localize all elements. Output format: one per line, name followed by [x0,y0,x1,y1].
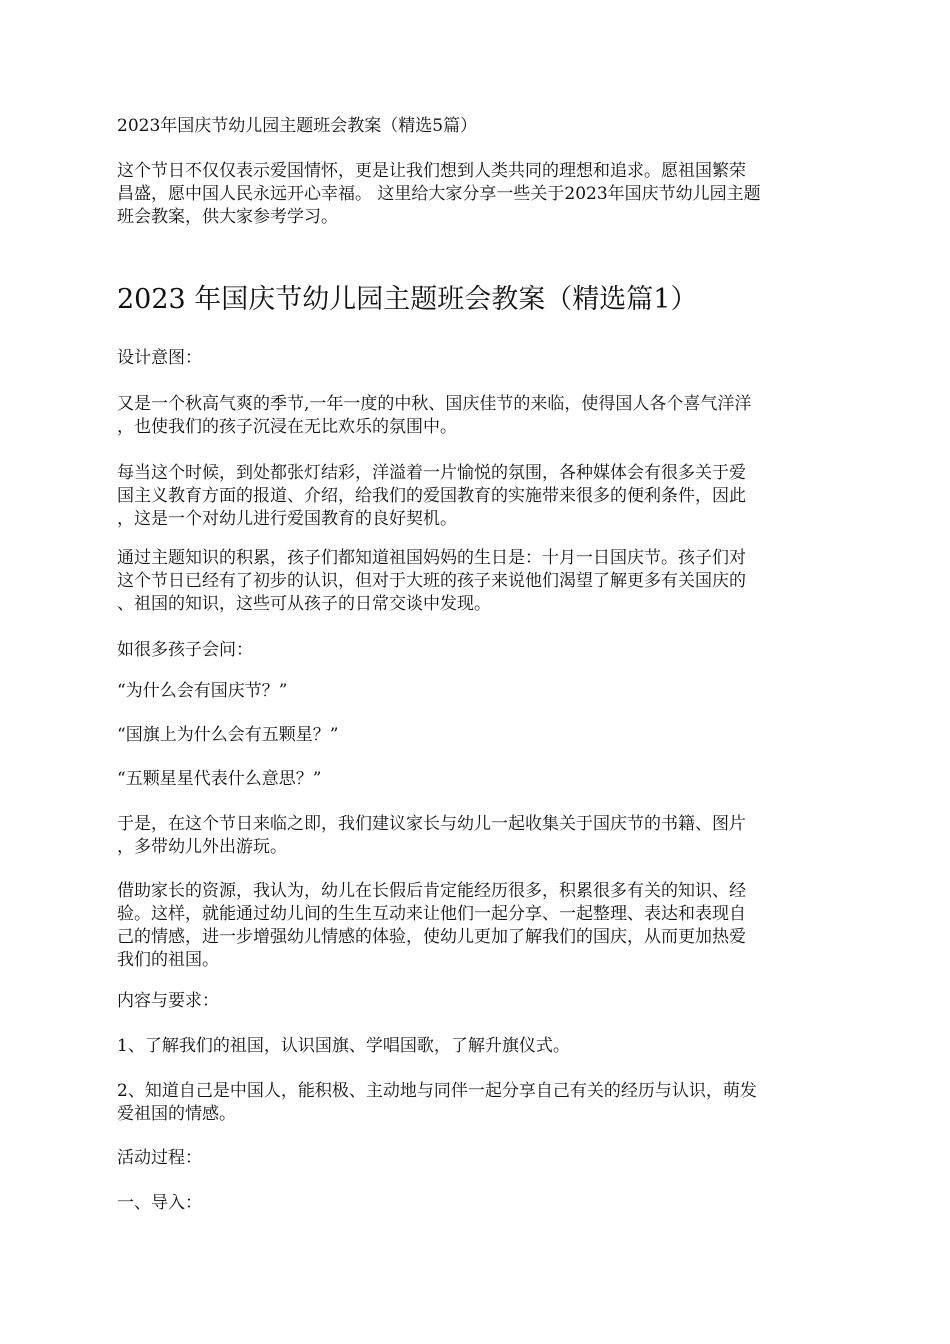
text-line: 爱祖国的情感。 [117,1104,236,1124]
text-line: ，这是一个对幼儿进行爱国教育的良好契机。 [117,509,457,529]
text-line: 借助家长的资源，我认为，幼儿在长假后肯定能经历很多，积累很多有关的知识、经 [117,881,746,901]
paragraph-5 [117,813,839,859]
requirement-1: 1、了解我们的祖国，认识国旗、学唱国歌，了解升旗仪式。 [117,1036,570,1056]
content-requirements-label: 内容与要求： [117,991,219,1011]
requirement-2 [117,1080,839,1126]
paragraph-2 [117,462,839,531]
paragraph-3 [117,547,839,616]
text-line: ，也使我们的孩子沉浸在无比欢乐的氛围中。 [117,417,457,437]
text-line: 己的情感，进一步增强幼儿情感的体验，使幼儿更加了解我们的国庆，从而更加热爱 [117,927,746,947]
paragraph-4: 如很多孩子会问： [117,640,253,660]
question-3: “五颗星星代表什么意思？” [117,769,322,789]
design-intent-label: 设计意图： [117,348,202,368]
text-line: 又是一个秋高气爽的季节,一年一度的中秋、国庆佳节的来临，使得国人各个喜气洋洋 [117,394,752,414]
section-title: 2023 年国庆节幼儿园主题班会教案（精选篇1） [117,284,698,315]
text-line: 验。这样，就能通过幼儿间的生生互动来让他们一起分享、一起整理、表达和表现自 [117,904,746,924]
text-line: 通过主题知识的积累，孩子们都知道祖国妈妈的生日是：十月一日国庆节。孩子们对 [117,548,746,568]
text-line: 班会教案，供大家参考学习。 [117,207,338,227]
text-line: 这个节日已经有了初步的认识，但对于大班的孩子来说他们渴望了解更多有关国庆的 [117,571,746,591]
text-line: 昌盛，愿中国人民永远开心幸福。 这里给大家分享一些关于2023年国庆节幼儿园主题 [117,184,761,204]
question-1: “为什么会有国庆节？” [117,681,288,701]
document-title: 2023年国庆节幼儿园主题班会教案（精选5篇） [117,116,478,136]
intro-paragraph [117,160,839,229]
text-line: ，多带幼儿外出游玩。 [117,837,287,857]
text-line: 每当这个时候，到处都张灯结彩，洋溢着一片愉悦的氛围，各种媒体会有很多关于爱 [117,463,746,483]
question-2: “国旗上为什么会有五颗星？” [117,725,339,745]
text-line: 国主义教育方面的报道、介绍，给我们的爱国教育的实施带来很多的便利条件，因此 [117,486,746,506]
text-line: 于是，在这个节日来临之即，我们建议家长与幼儿一起收集关于国庆节的书籍、图片 [117,814,746,834]
text-line: 这个节日不仅仅表示爱国情怀，更是让我们想到人类共同的理想和追求。愿祖国繁荣 [117,161,746,181]
paragraph-1 [117,393,839,439]
step-1-heading: 一、导入： [117,1193,202,1213]
text-line: 2、知道自己是中国人，能积极、主动地与同伴一起分享自己有关的经历与认识，萌发 [117,1081,757,1101]
activity-process-label: 活动过程： [117,1148,202,1168]
text-line: 我们的祖国。 [117,950,219,970]
text-line: 、祖国的知识，这些可从孩子的日常交谈中发现。 [117,594,491,614]
paragraph-6 [117,880,839,972]
